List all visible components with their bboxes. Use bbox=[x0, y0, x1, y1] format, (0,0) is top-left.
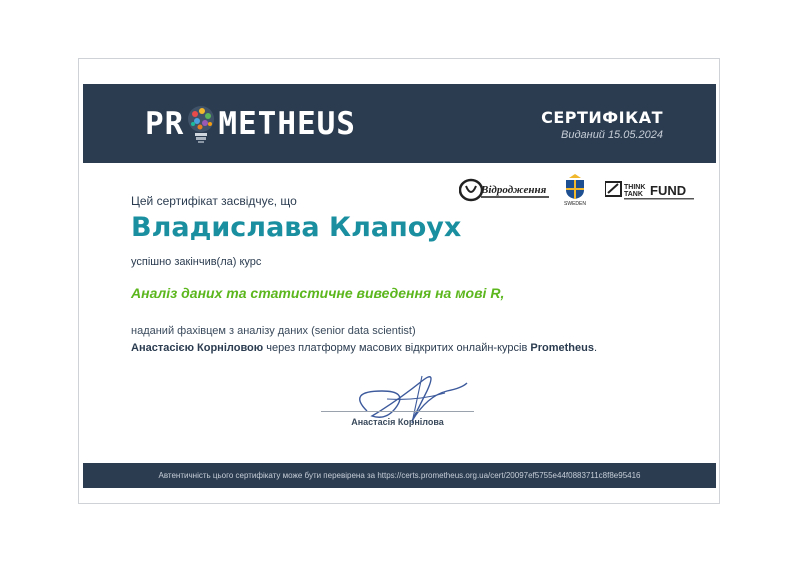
recipient-name: Владислава Клапоух bbox=[131, 212, 462, 243]
authenticity-footer: Автентичність цього сертифікату може бути перевірена за https://certs.prometheus.org.ua/cert/20097ef5755e44f0883711c8f8e95416 bbox=[83, 463, 716, 488]
lightbulb-icon bbox=[185, 104, 217, 144]
sweden-crest-logo bbox=[560, 172, 590, 206]
certificate-intro: Цей сертифікат засвідчує, що bbox=[131, 194, 297, 208]
certificate bbox=[78, 58, 720, 504]
completed-text: успішно закінчив(ла) курс bbox=[131, 256, 262, 268]
think-tank-fund-logo bbox=[605, 179, 695, 201]
vidrodzhennya-logo bbox=[459, 178, 551, 202]
logo-text-left: PR bbox=[145, 106, 185, 142]
instructor-name: Анастасією Корніловою bbox=[131, 342, 264, 354]
logo-text-right: METHEUS bbox=[218, 106, 356, 142]
instructor-platform-line bbox=[131, 342, 597, 354]
period: . bbox=[593, 342, 597, 354]
issued-date: 15.05.2024 bbox=[607, 129, 663, 141]
svg-text:THINK: THINK bbox=[624, 184, 646, 191]
platform-name: Prometheus bbox=[530, 342, 594, 354]
sponsor-logos bbox=[459, 172, 699, 208]
svg-text:TANK: TANK bbox=[624, 191, 643, 198]
sweden-text: SWEDEN bbox=[564, 201, 586, 206]
prometheus-logo bbox=[145, 104, 356, 144]
provided-by-text: наданий фахівцем з аналізу даних (senior data scientist) bbox=[131, 325, 416, 337]
issued-date-line bbox=[558, 129, 663, 141]
signer-name: Анастасія Корнілова bbox=[351, 417, 444, 427]
vidrodzhennya-text: Відродження bbox=[481, 184, 547, 196]
issued-label: Виданий bbox=[560, 129, 605, 141]
signature-line bbox=[321, 411, 474, 412]
course-title: Аналіз даних та статистичне виведення на мові R, bbox=[131, 285, 505, 301]
certificate-title: СЕРТИФІКАТ bbox=[541, 108, 663, 127]
certificate-header bbox=[83, 84, 716, 163]
svg-text:FUND: FUND bbox=[650, 183, 687, 198]
via-text: через платформу масових відкритих онлайн-курсів bbox=[263, 342, 531, 354]
